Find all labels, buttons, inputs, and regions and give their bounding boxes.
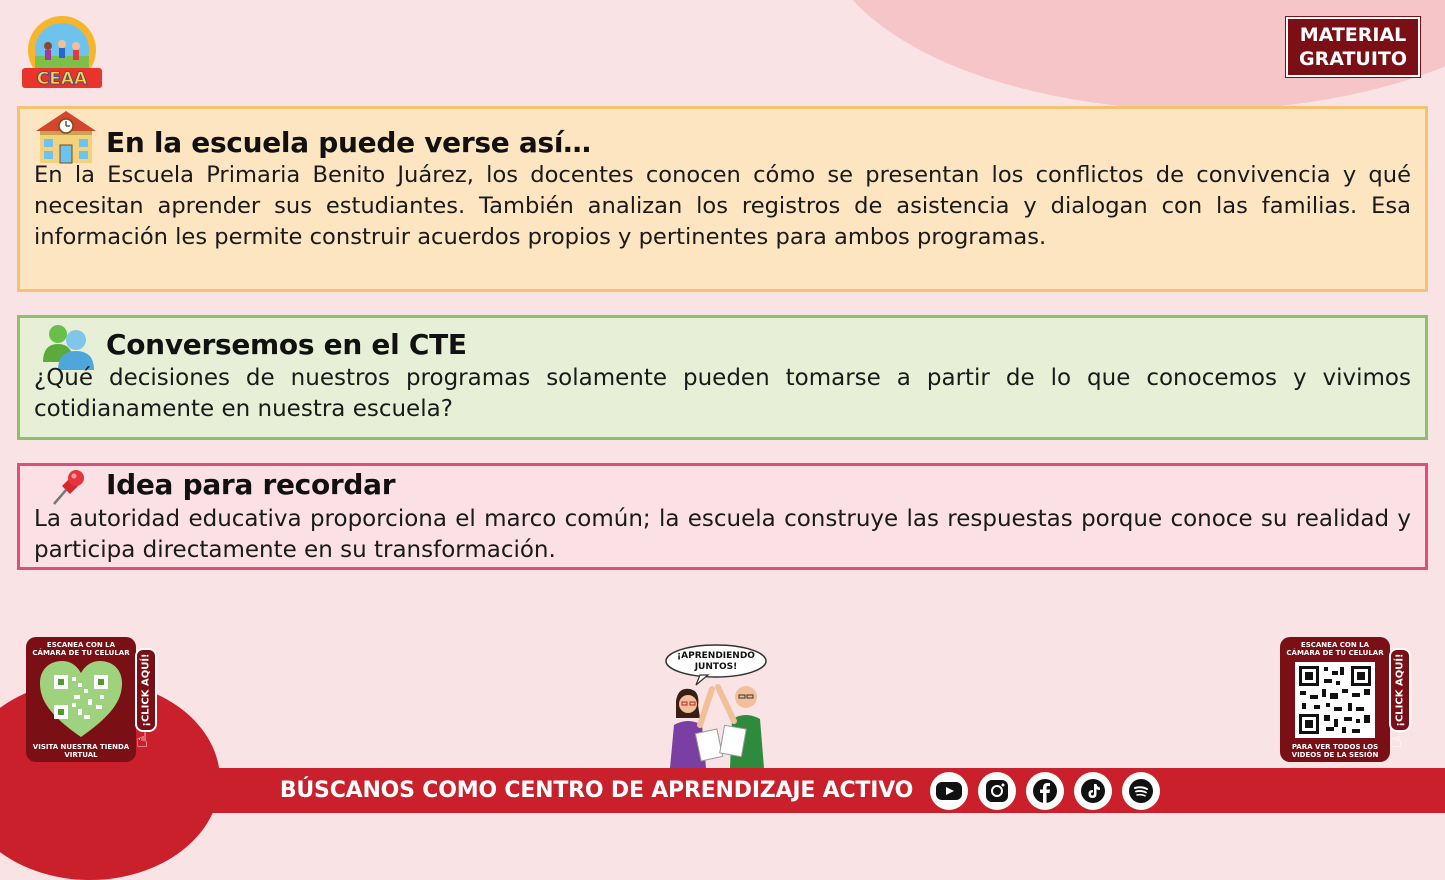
panel-title: Idea para recordar: [106, 468, 396, 501]
cte-conversation-panel: [17, 315, 1428, 440]
qr-code[interactable]: [1292, 659, 1378, 739]
tiktok-icon[interactable]: [1074, 772, 1112, 810]
heart-qr-code[interactable]: [38, 659, 124, 739]
youtube-icon[interactable]: [930, 772, 968, 810]
qr-caption-bottom: PARA VER TODOS LOS VIDEOS DE LA SESIÓN: [1291, 743, 1379, 759]
footer-text: BÚSCANOS COMO CENTRO DE APRENDIZAJE ACTIVO: [279, 778, 914, 803]
click-here-tab[interactable]: [135, 648, 157, 732]
svg-text:JUNTOS!: JUNTOS!: [694, 662, 738, 672]
qr-caption-top: ESCANEA CON LA CÁMARA DE TU CELULAR: [1286, 641, 1384, 657]
panel-title: Conversemos en el CTE: [106, 328, 467, 361]
videos-qr-card[interactable]: [1280, 637, 1390, 762]
school-icon: [34, 109, 98, 165]
svg-text:¡APRENDIENDO: ¡APRENDIENDO: [677, 651, 755, 661]
spotify-icon[interactable]: [1122, 772, 1160, 810]
svg-text:CEAA: CEAA: [36, 69, 88, 89]
badge-line-2: GRATUITO: [1298, 48, 1408, 70]
panel-title: En la escuela puede verse así…: [106, 126, 591, 159]
facebook-icon[interactable]: [1026, 772, 1064, 810]
store-qr-card[interactable]: [26, 637, 136, 762]
panel-body: ¿Qué decisiones de nuestros programas solamente pueden tomarse a partir de lo que conocemos y vivimos cotidianamente en nuestra escuela?: [34, 365, 1411, 422]
qr-caption-bottom: VISITA NUESTRA TIENDA VIRTUAL: [32, 743, 130, 759]
panel-body: La autoridad educativa proporciona el marco común; la escuela construye las respuestas porque conoce su realidad y participa directamente en su transformación.: [34, 506, 1411, 563]
click-here-label: ¡CLICK AQUÍ!: [140, 653, 152, 727]
pushpin-icon: [48, 468, 88, 508]
footer-bar: [0, 768, 1445, 813]
pointing-hand-icon: ☝: [1390, 728, 1403, 752]
teachers-high-five-illustration: [660, 643, 780, 768]
remember-idea-panel: [17, 463, 1428, 570]
instagram-icon[interactable]: [978, 772, 1016, 810]
click-here-label: ¡CLICK AQUÍ!: [1394, 653, 1406, 727]
qr-caption-top: ESCANEA CON LA CÁMARA DE TU CELULAR: [32, 641, 130, 657]
school-example-panel: [17, 106, 1428, 292]
badge-line-1: MATERIAL: [1299, 24, 1407, 46]
panel-body: En la Escuela Primaria Benito Juárez, los docentes conocen cómo se presentan los conflictos de convivencia y qué necesitan aprender sus estudiantes. También analizan los registros de asistencia y dialogan con las familias. Esa información les permite construir acuerdos propios y pertinentes para ambos programas.: [34, 162, 1411, 250]
free-material-badge: [1286, 17, 1420, 77]
ceaa-logo[interactable]: [18, 12, 106, 92]
click-here-tab[interactable]: [1389, 648, 1411, 732]
pointing-hand-icon: ☝: [136, 728, 149, 752]
